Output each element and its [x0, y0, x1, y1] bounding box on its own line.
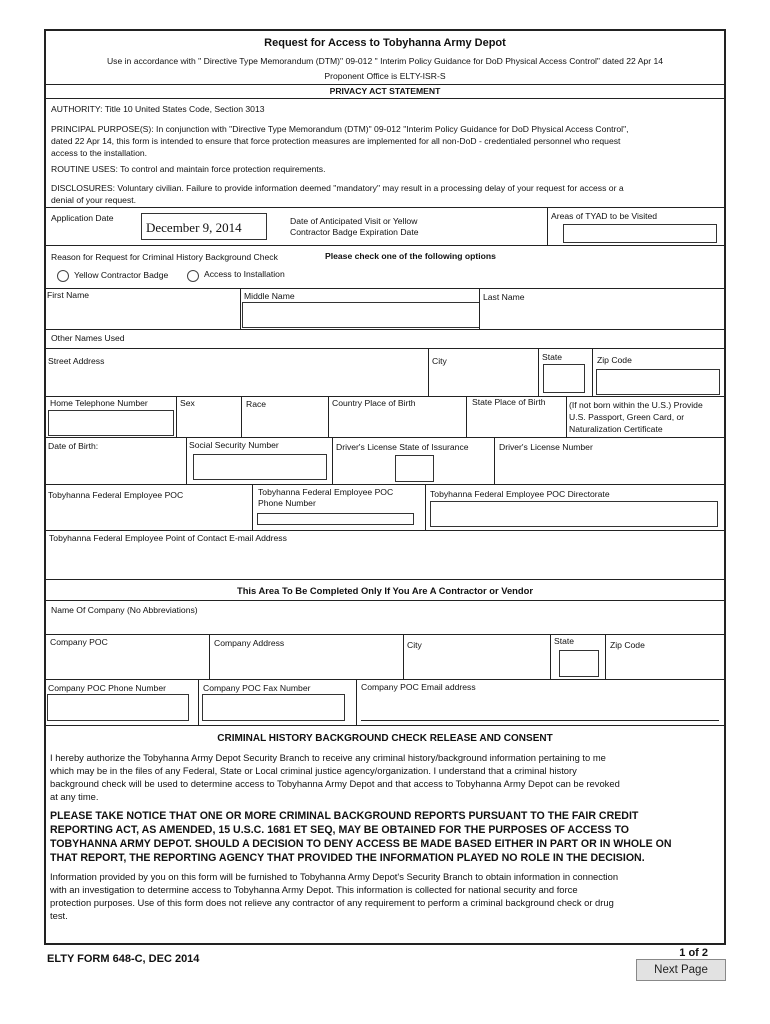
consent-para-3-line-2: with an investigation to determine access to Tobyhanna Army Depot. This information is collected for national security and force [50, 884, 578, 895]
access-installation-label: Access to Installation [204, 269, 285, 279]
street-address-label: Street Address [48, 356, 105, 366]
poc-phone-field[interactable] [257, 513, 414, 525]
company-address-label: Company Address [214, 638, 285, 648]
first-name-label: First Name [47, 290, 90, 300]
company-state-label: State [554, 636, 575, 646]
yellow-badge-radio[interactable] [57, 270, 69, 282]
zip-code-field[interactable] [596, 369, 720, 395]
application-date-value: December 9, 2014 [146, 220, 242, 235]
consent-para-1-line-1: I hereby authorize the Tobyhanna Army Depot Security Branch to receive any criminal history/background information pertaining to me [50, 752, 606, 763]
access-installation-radio[interactable] [187, 270, 199, 282]
consent-para-1-line-4: at any time. [50, 791, 99, 802]
page-indicator: 1 of 2 [679, 947, 708, 959]
company-poc-phone-field[interactable] [47, 694, 189, 721]
poc-phone-label-2: Phone Number [258, 498, 316, 508]
fcra-notice-line-4: THAT REPORT, THE REPORTING AGENCY THAT PROVIDED THE INFORMATION PLAYED NO ROLE IN THE DECISION. [50, 852, 645, 864]
fcra-notice-line-3: TOBYHANNA ARMY DEPOT. SHOULD A DECISION TO DENY ACCESS BE MADE BASED EITHER IN PART OR IN WHOLE ON [50, 838, 672, 850]
zip-code-label: Zip Code [597, 355, 632, 365]
application-date-field[interactable] [141, 213, 267, 240]
dl-number-label: Driver's License Number [499, 442, 593, 452]
country-birth-label: Country Place of Birth [332, 398, 416, 408]
consent-para-3-line-4: test. [50, 910, 68, 921]
consent-para-1-line-3: background check will be used to determine access to Tobyhanna Army Depot and that access to Tobyhanna Army Depot can be revoked [50, 778, 620, 789]
purpose-text-3: access to the installation. [51, 148, 148, 158]
consent-para-3-line-1: Information provided by you on this form will be furnished to Tobyhanna Army Depot's Security Branch to obtain information in connection [50, 871, 619, 882]
form-subtitle: Use in accordance with " Directive Type Memorandum (DTM)" 09-012 " Interim Policy Guidance for DoD Physical Access Control" dated 22 Apr 14 [106, 56, 664, 66]
ssn-field[interactable] [193, 454, 327, 480]
company-name-label: Name Of Company (No Abbreviations) [51, 605, 198, 615]
company-poc-fax-label: Company POC Fax Number [203, 683, 311, 693]
race-label: Race [246, 399, 267, 409]
sex-label: Sex [180, 398, 195, 408]
city-label: City [432, 356, 447, 366]
consent-para-3-line-3: protection purposes. Use of this form does not relieve any contractor of any requirement to perform a criminal background check or drug [50, 897, 614, 908]
not-born-note-1: (If not born within the U.S.) Provide [569, 400, 703, 410]
middle-name-label: Middle Name [244, 291, 295, 301]
fcra-notice-line-2: REPORTING ACT, AS AMENDED, 15 U.S.C. 1681 ET SEQ, MAY BE OBTAINED FOR THE PURPOSES OF ACCESS TO [50, 824, 630, 836]
company-poc-fax-field[interactable] [202, 694, 345, 721]
company-poc-phone-label: Company POC Phone Number [48, 683, 166, 693]
last-name-label: Last Name [483, 292, 525, 302]
disclosures-text-1: DISCLOSURES: Voluntary civilian. Failure to provide information deemed "mandatory" may result in a processing delay of your request for access or a [51, 183, 624, 193]
authority-text: AUTHORITY: Title 10 United States Code, Section 3013 [51, 104, 265, 114]
anticipated-visit-label-2: Contractor Badge Expiration Date [290, 227, 419, 237]
ssn-label: Social Security Number [189, 440, 279, 450]
areas-visited-field[interactable] [563, 224, 717, 243]
purpose-text-2: dated 22 Apr 14, this form is intended to ensure that force protection measures are implemented for all non-DoD - credentialed personnel who request [51, 136, 621, 146]
areas-visited-label: Areas of TYAD to be Visited [551, 211, 658, 221]
poc-email-label: Tobyhanna Federal Employee Point of Contact E-mail Address [49, 533, 287, 543]
fcra-notice-line-1: PLEASE TAKE NOTICE THAT ONE OR MORE CRIMINAL BACKGROUND REPORTS PURSUANT TO THE FAIR CREDIT [50, 810, 639, 822]
anticipated-visit-label-1: Date of Anticipated Visit or Yellow [290, 216, 418, 226]
poc-directorate-field[interactable] [430, 501, 718, 527]
company-poc-label: Company POC [50, 637, 108, 647]
dl-state-field[interactable] [395, 455, 434, 482]
form-id: ELTY FORM 648-C, DEC 2014 [47, 953, 200, 965]
proponent-office: Proponent Office is ELTY-ISR-S [324, 71, 446, 81]
form-title: Request for Access to Tobyhanna Army Depot [264, 37, 506, 49]
disclosures-text-2: denial of your request. [51, 195, 137, 205]
middle-name-field[interactable] [242, 302, 480, 328]
not-born-note-3: Naturalization Certificate [569, 424, 663, 434]
routine-uses-text: ROUTINE USES: To control and maintain force protection requirements. [51, 164, 326, 174]
company-poc-email-line[interactable] [361, 720, 719, 721]
company-city-label: City [407, 640, 422, 650]
other-names-label: Other Names Used [51, 333, 125, 343]
home-phone-field[interactable] [48, 410, 174, 436]
reason-label: Reason for Request for Criminal History Background Check [51, 252, 278, 262]
privacy-heading: PRIVACY ACT STATEMENT [329, 86, 441, 96]
company-poc-email-label: Company POC Email address [361, 682, 476, 692]
poc-directorate-label: Tobyhanna Federal Employee POC Directorate [430, 489, 610, 499]
contractor-heading: This Area To Be Completed Only If You Are A Contractor or Vendor [236, 585, 534, 596]
dob-label: Date of Birth: [48, 441, 99, 451]
dl-state-label: Driver's License State of Issurance [336, 442, 469, 452]
state-field[interactable] [543, 364, 585, 393]
consent-heading: CRIMINAL HISTORY BACKGROUND CHECK RELEASE AND CONSENT [217, 733, 553, 744]
application-date-label: Application Date [51, 213, 114, 223]
consent-para-1-line-2: which may be in the files of any Federal, State or Local criminal justice agency/organization. I understand that a criminal history [50, 765, 577, 776]
yellow-badge-label: Yellow Contractor Badge [74, 270, 169, 280]
next-page-button[interactable]: Next Page [636, 959, 726, 981]
reason-instruction: Please check one of the following options [325, 251, 496, 261]
not-born-note-2: U.S. Passport, Green Card, or [569, 412, 685, 422]
home-phone-label: Home Telephone Number [50, 398, 148, 408]
state-label: State [542, 352, 563, 362]
poc-label: Tobyhanna Federal Employee POC [48, 490, 184, 500]
poc-phone-label-1: Tobyhanna Federal Employee POC [258, 487, 394, 497]
purpose-text-1: PRINCIPAL PURPOSE(S): In conjunction with "Directive Type Memorandum (DTM)" 09-012 "Interim Policy Guidance for DoD Physical Access Control", [51, 124, 629, 134]
state-birth-label: State Place of Birth [472, 397, 546, 407]
company-zip-label: Zip Code [610, 640, 645, 650]
company-state-field[interactable] [559, 650, 599, 677]
